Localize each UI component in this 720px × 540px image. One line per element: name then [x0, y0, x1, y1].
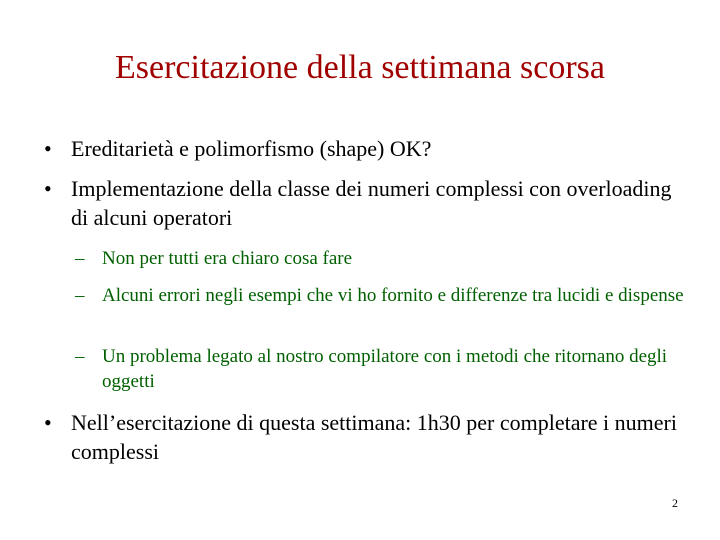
- sub-bullet-text: Alcuni errori negli esempi che vi ho fornito e differenze tra lucidi e dispense: [102, 285, 684, 306]
- bullet-text: Nell’esercitazione di questa settimana: 1h30 per completare i numeri complessi: [71, 410, 677, 464]
- dash-marker: –: [75, 285, 85, 306]
- sub-bullet-text: Non per tutti era chiaro cosa fare: [102, 248, 353, 269]
- page-number: 2: [672, 496, 678, 510]
- slide-title: Esercitazione della settimana scorsa: [115, 49, 605, 86]
- bullet-text: Ereditarietà e polimorfismo (shape) OK?: [71, 136, 432, 161]
- bullet-text: Implementazione della classe dei numeri complessi con overloading di alcuni operatori: [71, 176, 672, 230]
- bullet-marker: •: [44, 136, 52, 161]
- sub-bullet-text: Un problema legato al nostro compilatore con i metodi che ritornano degli oggetti: [102, 346, 668, 392]
- dash-marker: –: [75, 346, 85, 367]
- bullet-marker: •: [44, 410, 52, 435]
- bullet-marker: •: [44, 176, 52, 201]
- dash-marker: –: [75, 248, 85, 269]
